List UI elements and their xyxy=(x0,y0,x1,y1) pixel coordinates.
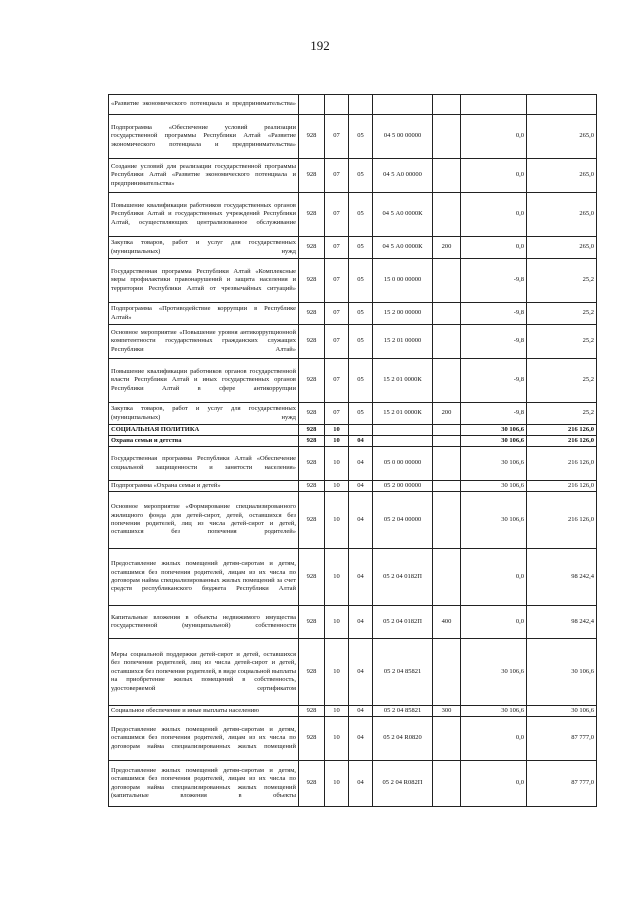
target-article-cell: 05 0 00 00000 xyxy=(373,447,433,481)
amount-change-cell: 30 106,6 xyxy=(461,492,527,549)
section-code-cell: 07 xyxy=(325,159,349,193)
amount-total-cell: 216 126,0 xyxy=(527,425,597,436)
grbs-code-cell: 928 xyxy=(299,115,325,159)
amount-total-cell xyxy=(527,95,597,115)
row-name-cell: Основное мероприятие «Повышение уровня антикоррупционной компетентности государственных гражданских служащих Республики Алтай» xyxy=(109,325,299,359)
amount-total-cell: 25,2 xyxy=(527,259,597,303)
target-article-cell: 15 2 01 00000 xyxy=(373,325,433,359)
row-name-cell: Меры социальной поддержки детей-сирот и детей, оставшихся без попечения родителей, лиц из числа детей-сирот и детей, оставшихся без попечения родителей, в виде социальной выплаты на приобретение жилых помещений в собственность, удостоверяемой сертификатом xyxy=(109,639,299,706)
table-row xyxy=(109,115,597,159)
amount-change-cell: 30 106,6 xyxy=(461,436,527,447)
grbs-code-cell: 928 xyxy=(299,447,325,481)
amount-total-cell: 265,0 xyxy=(527,159,597,193)
expense-type-cell: 200 xyxy=(433,403,461,425)
subsection-code-cell: 04 xyxy=(349,606,373,639)
grbs-code-cell xyxy=(299,95,325,115)
grbs-code-cell: 928 xyxy=(299,193,325,237)
section-code-cell: 07 xyxy=(325,303,349,325)
table-row xyxy=(109,717,597,761)
budget-table xyxy=(108,94,597,807)
grbs-code-cell: 928 xyxy=(299,492,325,549)
section-code-cell: 10 xyxy=(325,447,349,481)
target-article-cell: 05 2 04 R082П xyxy=(373,761,433,807)
table-row xyxy=(109,359,597,403)
expense-type-cell xyxy=(433,717,461,761)
amount-total-cell: 265,0 xyxy=(527,115,597,159)
target-article-cell: 04 5 А0 00000 xyxy=(373,159,433,193)
amount-change-cell: -9,8 xyxy=(461,259,527,303)
expense-type-cell xyxy=(433,447,461,481)
target-article-cell: 04 5 00 00000 xyxy=(373,115,433,159)
section-code-cell: 10 xyxy=(325,436,349,447)
subsection-code-cell: 04 xyxy=(349,549,373,606)
amount-change-cell: 0,0 xyxy=(461,549,527,606)
table-row xyxy=(109,159,597,193)
table-row xyxy=(109,706,597,717)
amount-total-cell: 216 126,0 xyxy=(527,436,597,447)
amount-total-cell: 87 777,0 xyxy=(527,717,597,761)
table-row xyxy=(109,639,597,706)
grbs-code-cell: 928 xyxy=(299,237,325,259)
table-row xyxy=(109,549,597,606)
row-name-cell: Повышение квалификации работников органов государственной власти Республики Алтай и иных государственных органов Республики Алтай в сфере антикоррупции xyxy=(109,359,299,403)
section-code-cell: 10 xyxy=(325,639,349,706)
row-name-cell: Государственная программа Республики Алтай «Комплексные меры профилактики правонарушений и защита населения и территории Республики Алтай от чрезвычайных ситуаций» xyxy=(109,259,299,303)
row-name-cell: «Развитие экономического потенциала и предпринимательства» xyxy=(109,95,299,115)
amount-change-cell: -9,8 xyxy=(461,403,527,425)
table-row xyxy=(109,259,597,303)
section-code-cell: 10 xyxy=(325,606,349,639)
table-row xyxy=(109,492,597,549)
table-row xyxy=(109,193,597,237)
section-code-cell: 07 xyxy=(325,359,349,403)
section-code-cell: 07 xyxy=(325,403,349,425)
section-code-cell: 07 xyxy=(325,193,349,237)
page-number: 192 xyxy=(310,38,330,53)
table-row xyxy=(109,403,597,425)
grbs-code-cell: 928 xyxy=(299,706,325,717)
subsection-code-cell: 04 xyxy=(349,447,373,481)
row-name-cell: Подпрограмма «Обеспечение условий реализации государственной программы Республики Алтай «Развитие экономического потенциала и предпринимательства» xyxy=(109,115,299,159)
row-name-cell: Социальное обеспечение и иные выплаты населению xyxy=(109,706,299,717)
subsection-code-cell: 04 xyxy=(349,492,373,549)
grbs-code-cell: 928 xyxy=(299,259,325,303)
expense-type-cell xyxy=(433,436,461,447)
expense-type-cell xyxy=(433,325,461,359)
row-name-cell: Подпрограмма «Противодействие коррупции в Республике Алтай» xyxy=(109,303,299,325)
expense-type-cell xyxy=(433,425,461,436)
section-code-cell: 10 xyxy=(325,549,349,606)
section-code-cell: 10 xyxy=(325,492,349,549)
amount-change-cell: 0,0 xyxy=(461,717,527,761)
subsection-code-cell: 04 xyxy=(349,706,373,717)
section-code-cell: 10 xyxy=(325,481,349,492)
amount-total-cell: 30 106,6 xyxy=(527,639,597,706)
expense-type-cell xyxy=(433,95,461,115)
amount-change-cell: 30 106,6 xyxy=(461,447,527,481)
amount-total-cell: 265,0 xyxy=(527,193,597,237)
amount-total-cell: 25,2 xyxy=(527,325,597,359)
table-row xyxy=(109,237,597,259)
table-row xyxy=(109,481,597,492)
row-name-cell: Капитальные вложения в объекты недвижимого имущества государственной (муниципальной) собственности xyxy=(109,606,299,639)
amount-total-cell: 216 126,0 xyxy=(527,492,597,549)
expense-type-cell: 300 xyxy=(433,706,461,717)
target-article-cell: 15 2 00 00000 xyxy=(373,303,433,325)
amount-change-cell: 0,0 xyxy=(461,159,527,193)
target-article-cell: 04 5 А0 0000К xyxy=(373,237,433,259)
expense-type-cell: 200 xyxy=(433,237,461,259)
amount-total-cell: 25,2 xyxy=(527,303,597,325)
subsection-code-cell: 05 xyxy=(349,193,373,237)
amount-total-cell: 30 106,6 xyxy=(527,706,597,717)
amount-total-cell: 87 777,0 xyxy=(527,761,597,807)
row-name-cell: Предоставление жилых помещений детям-сиротам и детям, оставшимся без попечения родителей, лицам из их числа по договорам найма специализированных жилых помещений xyxy=(109,717,299,761)
amount-change-cell: 30 106,6 xyxy=(461,639,527,706)
grbs-code-cell: 928 xyxy=(299,639,325,706)
amount-total-cell: 25,2 xyxy=(527,403,597,425)
amount-total-cell: 98 242,4 xyxy=(527,549,597,606)
section-code-cell: 07 xyxy=(325,237,349,259)
subsection-code-cell: 04 xyxy=(349,761,373,807)
target-article-cell: 05 2 04 R0820 xyxy=(373,717,433,761)
target-article-cell: 05 2 04 0182П xyxy=(373,549,433,606)
row-name-cell: Создание условий для реализации государственной программы Республики Алтай «Развитие экономического потенциала и предпринимательства» xyxy=(109,159,299,193)
amount-total-cell: 98 242,4 xyxy=(527,606,597,639)
row-name-cell: Закупка товаров, работ и услуг для государственных (муниципальных) нужд xyxy=(109,237,299,259)
amount-change-cell: 0,0 xyxy=(461,193,527,237)
target-article-cell xyxy=(373,425,433,436)
row-name-cell: Подпрограмма «Охрана семьи и детей» xyxy=(109,481,299,492)
grbs-code-cell: 928 xyxy=(299,403,325,425)
subsection-code-cell: 04 xyxy=(349,717,373,761)
row-name-cell: СОЦИАЛЬНАЯ ПОЛИТИКА xyxy=(109,425,299,436)
expense-type-cell xyxy=(433,639,461,706)
table-row xyxy=(109,95,597,115)
row-name-cell: Повышение квалификации работников государственных органов Республики Алтай и государственных учреждений Республики Алтай, осуществляющих централизованное обслуживание xyxy=(109,193,299,237)
section-code-cell: 07 xyxy=(325,259,349,303)
table-row xyxy=(109,761,597,807)
table-row xyxy=(109,325,597,359)
section-code-cell: 10 xyxy=(325,717,349,761)
grbs-code-cell: 928 xyxy=(299,606,325,639)
grbs-code-cell: 928 xyxy=(299,159,325,193)
expense-type-cell xyxy=(433,193,461,237)
subsection-code-cell: 05 xyxy=(349,325,373,359)
expense-type-cell xyxy=(433,259,461,303)
section-code-cell: 07 xyxy=(325,325,349,359)
table-row xyxy=(109,303,597,325)
amount-change-cell xyxy=(461,95,527,115)
expense-type-cell xyxy=(433,115,461,159)
grbs-code-cell: 928 xyxy=(299,303,325,325)
grbs-code-cell: 928 xyxy=(299,425,325,436)
subsection-code-cell: 04 xyxy=(349,481,373,492)
target-article-cell: 05 2 04 85821 xyxy=(373,639,433,706)
amount-total-cell: 216 126,0 xyxy=(527,447,597,481)
row-name-cell: Охрана семьи и детства xyxy=(109,436,299,447)
grbs-code-cell: 928 xyxy=(299,359,325,403)
amount-change-cell: 0,0 xyxy=(461,761,527,807)
section-code-cell: 07 xyxy=(325,115,349,159)
target-article-cell xyxy=(373,436,433,447)
amount-change-cell: 0,0 xyxy=(461,606,527,639)
amount-change-cell: 30 106,6 xyxy=(461,481,527,492)
table-row xyxy=(109,436,597,447)
row-name-cell: Государственная программа Республики Алтай «Обеспечение социальной защищенности и занятости населения» xyxy=(109,447,299,481)
amount-total-cell: 25,2 xyxy=(527,359,597,403)
subsection-code-cell: 05 xyxy=(349,359,373,403)
expense-type-cell xyxy=(433,303,461,325)
row-name-cell: Предоставление жилых помещений детям-сиротам и детям, оставшимся без попечения родителей, лицам из их числа по договорам найма специализированных жилых помещений за счет средств республиканского бюджета Республики Алтай xyxy=(109,549,299,606)
subsection-code-cell xyxy=(349,95,373,115)
amount-change-cell: -9,8 xyxy=(461,303,527,325)
table-row xyxy=(109,447,597,481)
target-article-cell: 05 2 04 00000 xyxy=(373,492,433,549)
subsection-code-cell: 05 xyxy=(349,259,373,303)
amount-change-cell: -9,8 xyxy=(461,359,527,403)
grbs-code-cell: 928 xyxy=(299,549,325,606)
target-article-cell: 15 2 01 0000К xyxy=(373,359,433,403)
subsection-code-cell: 04 xyxy=(349,639,373,706)
subsection-code-cell xyxy=(349,425,373,436)
amount-total-cell: 216 126,0 xyxy=(527,481,597,492)
grbs-code-cell: 928 xyxy=(299,436,325,447)
subsection-code-cell: 05 xyxy=(349,115,373,159)
grbs-code-cell: 928 xyxy=(299,481,325,492)
expense-type-cell: 400 xyxy=(433,606,461,639)
expense-type-cell xyxy=(433,492,461,549)
target-article-cell: 05 2 04 85821 xyxy=(373,706,433,717)
subsection-code-cell: 05 xyxy=(349,159,373,193)
target-article-cell: 04 5 А0 0000К xyxy=(373,193,433,237)
subsection-code-cell: 05 xyxy=(349,237,373,259)
expense-type-cell xyxy=(433,481,461,492)
subsection-code-cell: 04 xyxy=(349,436,373,447)
grbs-code-cell: 928 xyxy=(299,717,325,761)
expense-type-cell xyxy=(433,159,461,193)
grbs-code-cell: 928 xyxy=(299,761,325,807)
target-article-cell: 15 2 01 0000К xyxy=(373,403,433,425)
section-code-cell: 10 xyxy=(325,425,349,436)
table-row xyxy=(109,425,597,436)
section-code-cell xyxy=(325,95,349,115)
amount-change-cell: -9,8 xyxy=(461,325,527,359)
section-code-cell: 10 xyxy=(325,706,349,717)
expense-type-cell xyxy=(433,761,461,807)
table-row xyxy=(109,606,597,639)
row-name-cell: Основное мероприятие «Формирование специализированного жилищного фонда для детей-сирот, детей, оставшихся без попечения родителей, лиц из числа детей-сирот и детей, оставшихся без попечения родителей» xyxy=(109,492,299,549)
amount-total-cell: 265,0 xyxy=(527,237,597,259)
grbs-code-cell: 928 xyxy=(299,325,325,359)
expense-type-cell xyxy=(433,549,461,606)
subsection-code-cell: 05 xyxy=(349,403,373,425)
expense-type-cell xyxy=(433,359,461,403)
amount-change-cell: 0,0 xyxy=(461,237,527,259)
row-name-cell: Предоставление жилых помещений детям-сиротам и детям, оставшимся без попечения родителей, лицам из их числа по договорам найма специализированных жилых помещений (капитальные вложения в объекты xyxy=(109,761,299,807)
target-article-cell: 05 2 04 0182П xyxy=(373,606,433,639)
subsection-code-cell: 05 xyxy=(349,303,373,325)
target-article-cell: 05 2 00 00000 xyxy=(373,481,433,492)
amount-change-cell: 0,0 xyxy=(461,115,527,159)
target-article-cell xyxy=(373,95,433,115)
section-code-cell: 10 xyxy=(325,761,349,807)
target-article-cell: 15 0 00 00000 xyxy=(373,259,433,303)
amount-change-cell: 30 106,6 xyxy=(461,425,527,436)
amount-change-cell: 30 106,6 xyxy=(461,706,527,717)
row-name-cell: Закупка товаров, работ и услуг для государственных (муниципальных) нужд xyxy=(109,403,299,425)
